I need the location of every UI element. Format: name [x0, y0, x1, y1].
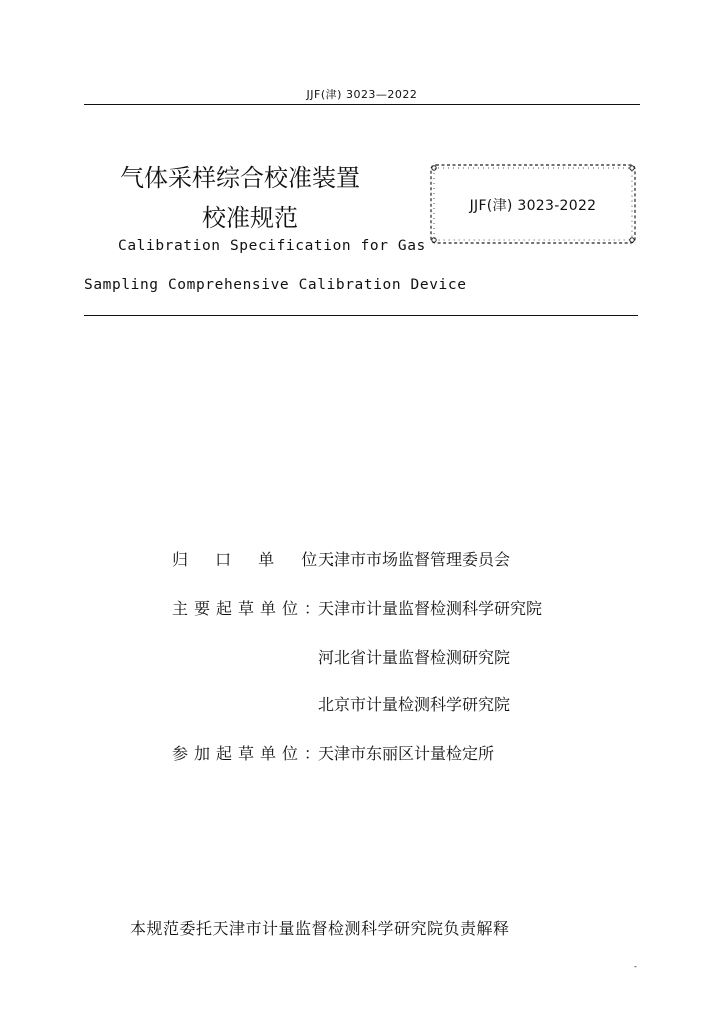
main-drafters-label: 主要起草单位： [172, 599, 327, 618]
interpretation-note: 本规范委托天津市计量监督检测科学研究院负责解释 [130, 919, 510, 938]
main-drafter-1: 天津市计量监督检测科学研究院 [318, 599, 543, 618]
frame-standard-code: JJF(津) 3023-2022 [469, 198, 597, 214]
title-zh-line1: 气体采样综合校准装置 [120, 164, 360, 192]
main-drafter-3: 北京市计量检测科学研究院 [318, 695, 511, 714]
title-rule [84, 315, 638, 316]
main-drafter-2: 河北省计量监督检测研究院 [318, 648, 511, 667]
header-rule [84, 104, 640, 105]
participating-value: 天津市东丽区计量检定所 [318, 744, 495, 763]
title-en-line1: Calibration Specification for Gas [118, 238, 426, 254]
header-standard-code: JJF(津) 3023—2022 [306, 88, 418, 101]
title-en-line2: Sampling Comprehensive Calibration Device [84, 277, 467, 293]
authority-label: 归 口 单 位： [172, 550, 356, 569]
title-zh-line2: 校准规范 [202, 204, 298, 232]
page-mark: - [634, 962, 637, 971]
authority-value: 天津市市场监督管理委员会 [318, 550, 511, 569]
participating-label: 参加起草单位： [172, 744, 327, 763]
